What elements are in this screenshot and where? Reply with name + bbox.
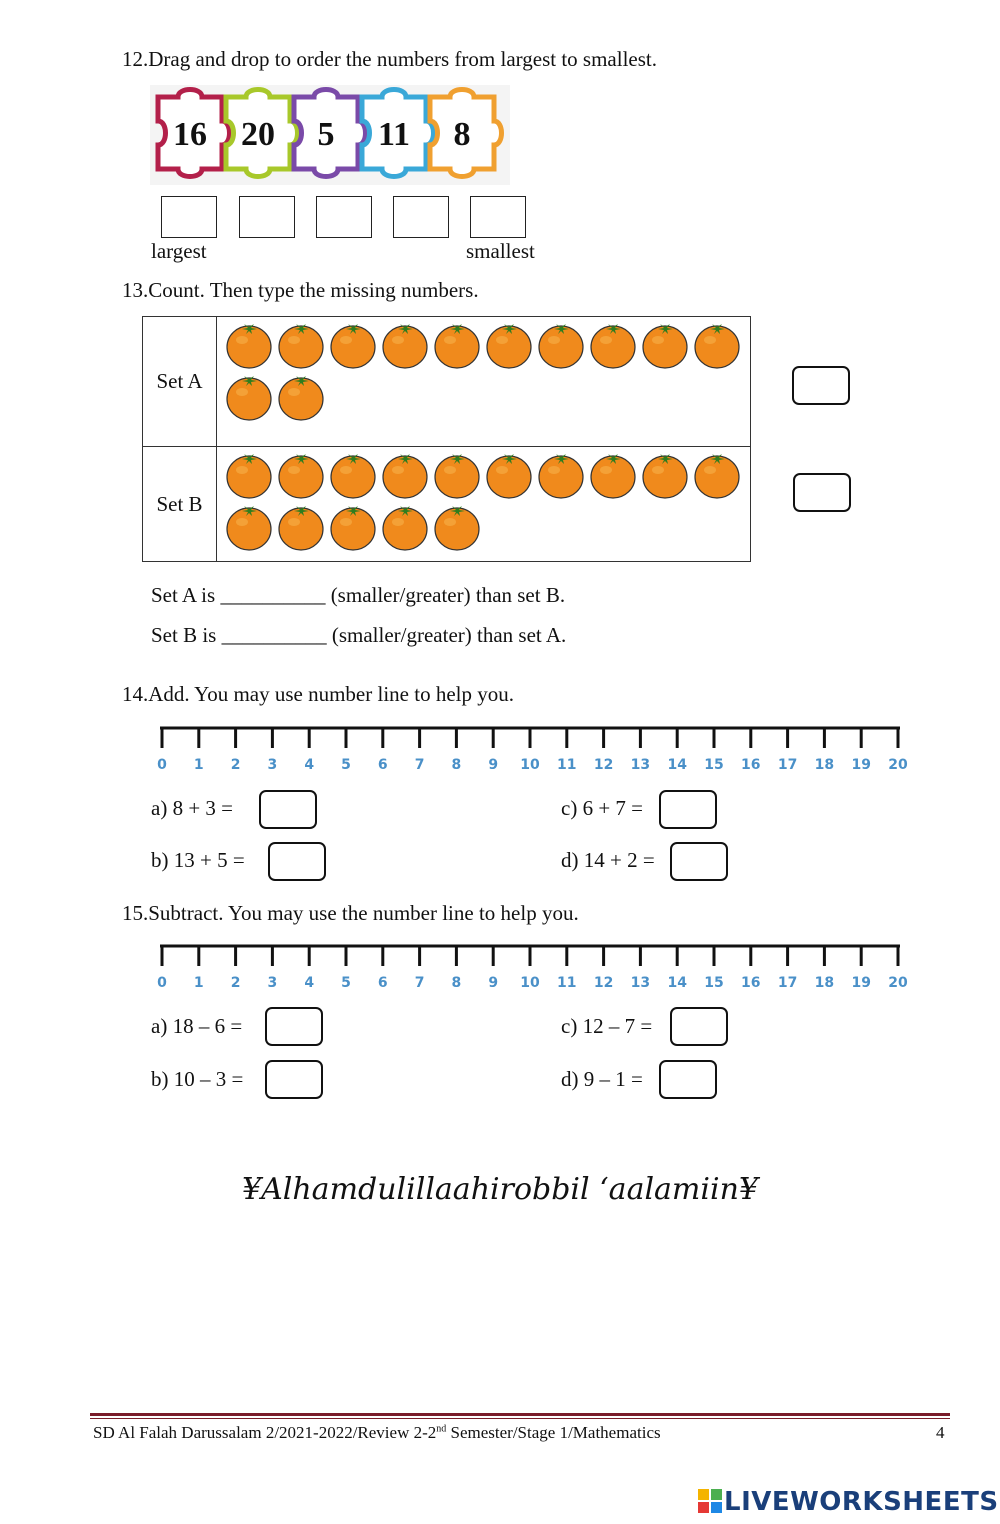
sub-b-label: b) 10 – 3 = xyxy=(151,1067,244,1091)
orange-icon xyxy=(433,450,481,500)
puzzle-piece-16[interactable] xyxy=(158,90,230,177)
sub-b-input[interactable] xyxy=(265,1060,323,1099)
orange-icon xyxy=(433,502,481,552)
number-line-label: 2 xyxy=(230,975,241,991)
number-line-label: 17 xyxy=(777,757,798,773)
orange-icon xyxy=(277,502,325,552)
number-line-label: 18 xyxy=(814,757,835,773)
number-line-label: 11 xyxy=(557,975,577,991)
number-line-label: 3 xyxy=(267,757,278,773)
add-b-label: b) 13 + 5 = xyxy=(151,848,245,872)
number-line-label: 14 xyxy=(667,757,687,773)
q12-title: 12.Drag and drop to order the numbers from largest to smallest. xyxy=(122,47,657,71)
sub-d-input[interactable] xyxy=(659,1060,717,1099)
number-line-label: 13 xyxy=(630,757,651,773)
drop-box-2[interactable] xyxy=(239,196,295,238)
set-b-label: Set B xyxy=(143,447,217,562)
drop-box-4[interactable] xyxy=(393,196,449,238)
number-line-label: 10 xyxy=(520,757,540,773)
orange-icon xyxy=(225,320,273,370)
puzzle-value: 16 xyxy=(173,116,207,153)
number-line-label: 20 xyxy=(888,975,908,991)
puzzle-piece-20[interactable] xyxy=(226,90,298,177)
set-b-row xyxy=(143,447,751,562)
footer-rule xyxy=(90,1413,950,1416)
orange-icon xyxy=(589,450,637,500)
sentence-set-a: Set A is __________ (smaller/greater) than set B. xyxy=(151,583,566,607)
number-line-label: 6 xyxy=(377,975,388,991)
set-a-label: Set A xyxy=(143,317,217,447)
puzzle-value: 11 xyxy=(377,116,411,153)
orange-icon xyxy=(225,450,273,500)
puzzle-pieces xyxy=(150,85,510,185)
number-line-label: 6 xyxy=(377,757,388,773)
number-line-label: 1 xyxy=(193,757,204,773)
number-line-label: 12 xyxy=(593,975,614,991)
footer-text-after: Semester/Stage 1/Mathematics xyxy=(446,1423,661,1442)
orange-icon xyxy=(225,372,273,422)
orange-icon xyxy=(693,450,741,500)
sub-a-label: a) 18 – 6 = xyxy=(151,1014,243,1038)
add-c-input[interactable] xyxy=(659,790,717,829)
orange-icon xyxy=(381,450,429,500)
set-b-cell xyxy=(217,447,751,562)
number-line-label: 5 xyxy=(341,757,351,773)
number-line-label: 15 xyxy=(704,975,724,991)
closing-text: ¥Alhamdulillaahirobbil ‘aalamiin¥ xyxy=(242,1172,758,1207)
number-line-label: 0 xyxy=(157,975,167,991)
number-line-label: 9 xyxy=(488,975,499,991)
number-line-label: 13 xyxy=(630,975,651,991)
orange-icon xyxy=(485,320,533,370)
number-line-label: 14 xyxy=(667,975,687,991)
orange-icon xyxy=(329,502,377,552)
footer-text-before: SD Al Falah Darussalam 2/2021-2022/Review 2-2 xyxy=(93,1423,437,1442)
sentence-set-b: Set B is __________ (smaller/greater) than set A. xyxy=(151,623,567,647)
puzzle-piece-11[interactable] xyxy=(362,90,434,177)
orange-icon xyxy=(693,320,741,370)
set-b-count-input[interactable] xyxy=(793,473,851,512)
orange-icon xyxy=(329,320,377,370)
number-line-add xyxy=(152,722,918,776)
drop-box-3[interactable] xyxy=(316,196,372,238)
number-line-label: 11 xyxy=(557,757,577,773)
orange-icon xyxy=(433,320,481,370)
number-line-label: 20 xyxy=(888,757,908,773)
puzzle-piece-8[interactable] xyxy=(430,90,502,177)
number-line-label: 18 xyxy=(814,975,835,991)
number-line-label: 8 xyxy=(451,757,462,773)
add-c-label: c) 6 + 7 = xyxy=(561,796,644,820)
label-largest: largest xyxy=(151,239,207,263)
footer-rule-thin xyxy=(90,1418,950,1419)
footer-superscript: nd xyxy=(436,1423,447,1435)
q15-title: 15.Subtract. You may use the number line to help you. xyxy=(122,901,579,925)
sub-c-label: c) 12 – 7 = xyxy=(561,1014,653,1038)
number-line-label: 3 xyxy=(267,975,278,991)
number-line-label: 4 xyxy=(304,757,315,773)
number-line-label: 2 xyxy=(230,757,241,773)
orange-icon xyxy=(277,372,325,422)
add-a-input[interactable] xyxy=(259,790,317,829)
number-line-label: 0 xyxy=(157,757,167,773)
number-line-label: 5 xyxy=(341,975,351,991)
sub-d-label: d) 9 – 1 = xyxy=(561,1067,643,1091)
number-line-label: 19 xyxy=(851,757,871,773)
set-a-count-input[interactable] xyxy=(792,366,850,405)
page-number: 4 xyxy=(936,1423,945,1442)
number-line-label: 16 xyxy=(741,757,761,773)
puzzle-piece-5[interactable] xyxy=(294,90,366,177)
drop-box-1[interactable] xyxy=(161,196,217,238)
add-a-label: a) 8 + 3 = xyxy=(151,796,234,820)
orange-icon xyxy=(641,320,689,370)
number-line-label: 9 xyxy=(488,757,499,773)
number-line-label: 7 xyxy=(414,975,425,991)
set-a-oranges xyxy=(217,317,750,423)
sub-a-input[interactable] xyxy=(265,1007,323,1046)
orange-icon xyxy=(381,320,429,370)
footer-text xyxy=(93,1423,661,1443)
add-b-input[interactable] xyxy=(268,842,326,881)
orange-icon xyxy=(277,320,325,370)
number-line-label: 17 xyxy=(777,975,798,991)
drop-box-5[interactable] xyxy=(470,196,526,238)
orange-icon xyxy=(537,450,585,500)
liveworksheets-logo xyxy=(698,1487,999,1517)
orange-icon xyxy=(641,450,689,500)
sets-table xyxy=(142,316,751,562)
set-a-cell xyxy=(217,317,751,447)
orange-icon xyxy=(589,320,637,370)
number-line-label: 15 xyxy=(704,757,724,773)
q13-title: 13.Count. Then type the missing numbers. xyxy=(122,278,479,302)
number-line-subtract xyxy=(152,940,918,994)
puzzle-value: 5 xyxy=(317,116,335,153)
label-smallest: smallest xyxy=(466,239,535,263)
number-line-label: 19 xyxy=(851,975,871,991)
orange-icon xyxy=(537,320,585,370)
add-d-label: d) 14 + 2 = xyxy=(561,848,655,872)
q14-title: 14.Add. You may use number line to help you. xyxy=(122,682,514,706)
orange-icon xyxy=(485,450,533,500)
orange-icon xyxy=(329,450,377,500)
sub-c-input[interactable] xyxy=(670,1007,728,1046)
liveworksheets-icon xyxy=(698,1489,722,1513)
puzzle-value: 20 xyxy=(241,116,275,153)
number-line-label: 4 xyxy=(304,975,315,991)
set-a-row xyxy=(143,317,751,447)
number-line-label: 16 xyxy=(741,975,761,991)
number-line-label: 7 xyxy=(414,757,425,773)
number-line-label: 12 xyxy=(593,757,614,773)
number-line-label: 1 xyxy=(193,975,204,991)
orange-icon xyxy=(225,502,273,552)
number-line-label: 10 xyxy=(520,975,540,991)
add-d-input[interactable] xyxy=(670,842,728,881)
orange-icon xyxy=(277,450,325,500)
number-line-label: 8 xyxy=(451,975,462,991)
orange-icon xyxy=(381,502,429,552)
set-b-oranges xyxy=(217,447,750,553)
liveworksheets-text: LIVEWORKSHEETS xyxy=(724,1487,999,1517)
puzzle-value: 8 xyxy=(453,116,471,153)
